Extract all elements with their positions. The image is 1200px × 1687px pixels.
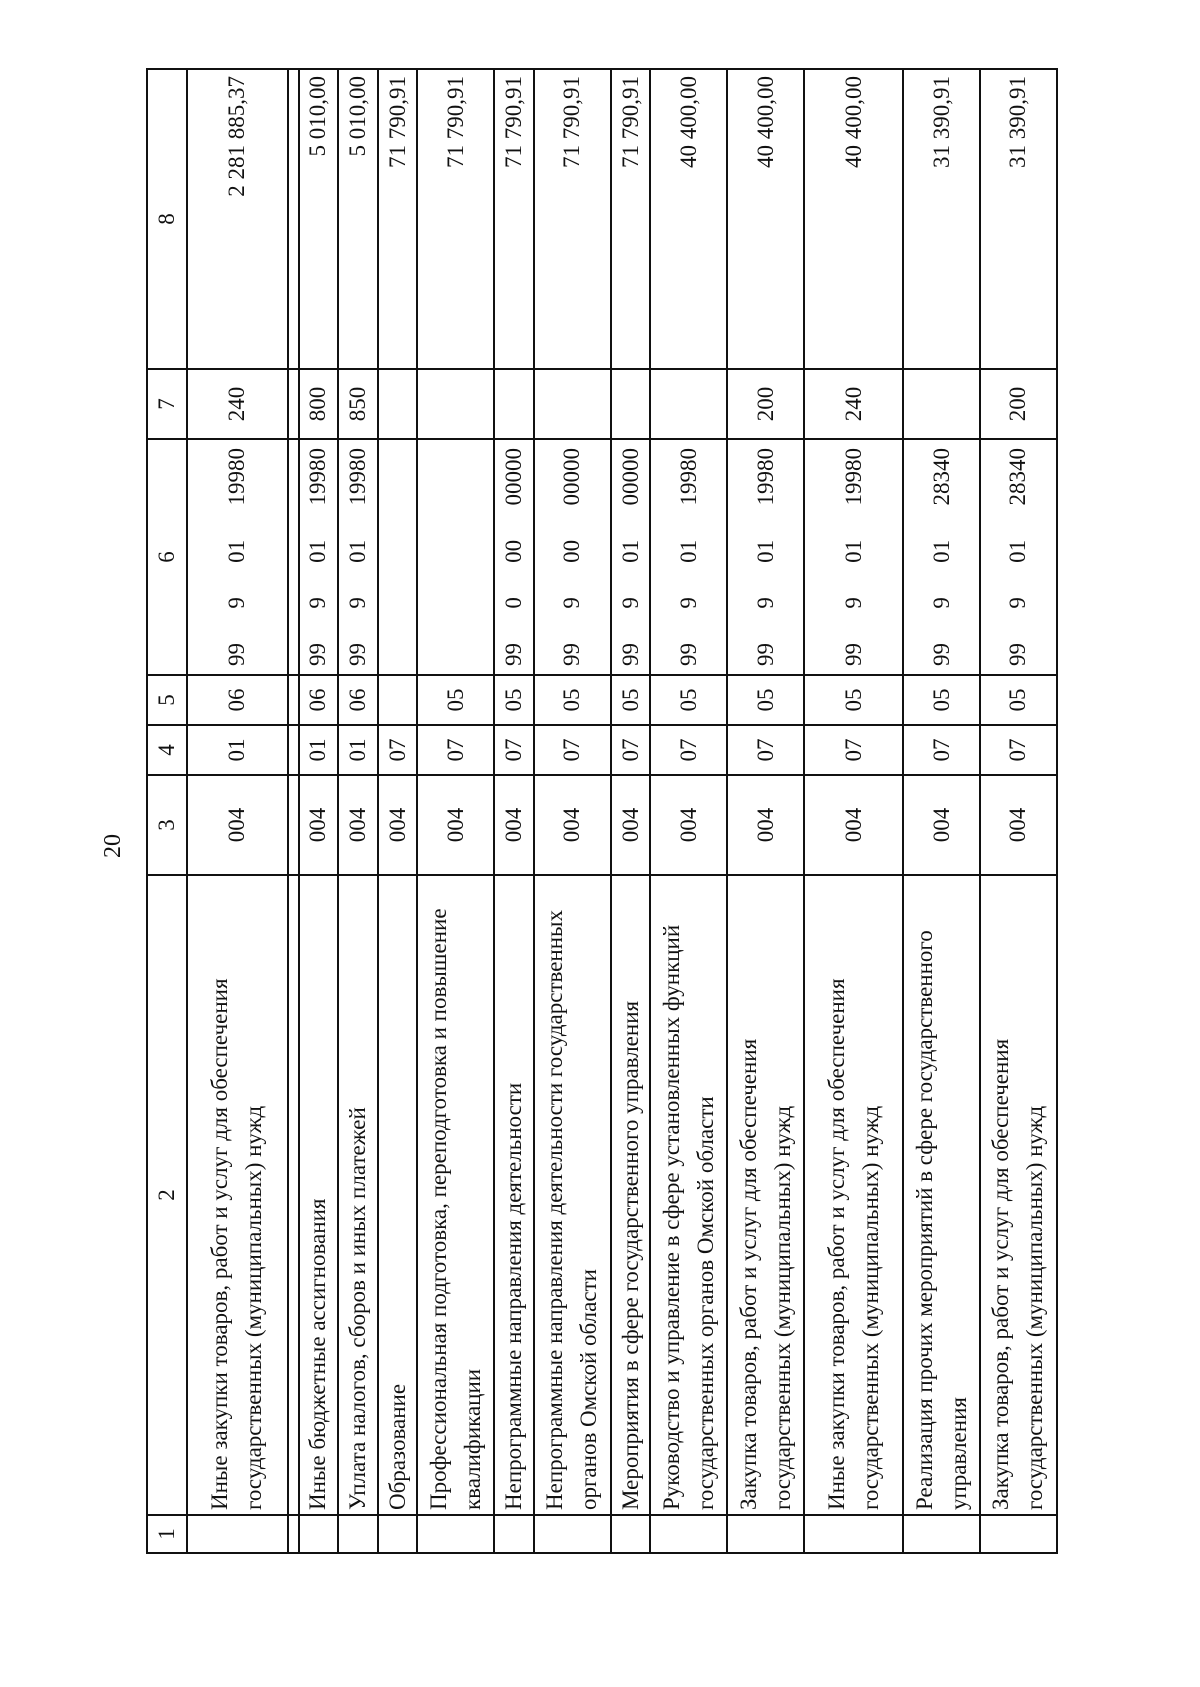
row-pr: 06 [299, 675, 339, 725]
col-header-4: 4 [147, 725, 187, 775]
table-row [417, 69, 494, 1553]
row-num-cell [903, 1515, 980, 1553]
csr-part-3: 01 [305, 539, 331, 563]
row-csr [534, 439, 611, 675]
row-pr: 05 [980, 675, 1057, 725]
row-name: Иные закупки товаров, работ и услуг для обеспечения государственных (муниципальных) нужд [187, 875, 288, 1515]
row-name: Профессиональная подготовка, переподготовка и повышение квалификации [417, 875, 494, 1515]
row-vr: 240 [804, 369, 903, 439]
row-vr [378, 369, 418, 439]
table-row [378, 69, 418, 1553]
row-sum: 71 790,91 [378, 69, 418, 369]
row-name: Иные закупки товаров, работ и услуг для обеспечения государственных (муниципальных) нужд [804, 875, 903, 1515]
csr-part-1: 99 [928, 643, 954, 666]
table-row [611, 69, 651, 1553]
csr-part-2: 9 [345, 597, 370, 609]
csr-part-1: 99 [345, 643, 370, 666]
row-csr [980, 439, 1057, 675]
row-pr: 05 [727, 675, 804, 725]
row-sum: 5 010,00 [299, 69, 339, 369]
row-num-cell [534, 1515, 611, 1553]
csr-part-1: 99 [305, 643, 331, 666]
row-name: Реализация прочих мероприятий в сфере государственного управления [903, 875, 980, 1515]
row-pr: 05 [494, 675, 534, 725]
csr-part-1: 99 [224, 643, 250, 666]
csr-part-3: 00 [501, 539, 527, 563]
table-row [727, 69, 804, 1553]
row-vr: 240 [187, 369, 288, 439]
csr-part-4: 00000 [501, 448, 527, 506]
csr-part-1: 99 [617, 643, 643, 666]
row-rz [288, 725, 299, 775]
row-grbs: 004 [494, 775, 534, 875]
row-rz: 07 [650, 725, 727, 775]
row-vr [417, 369, 494, 439]
row-pr: 05 [804, 675, 903, 725]
csr-part-4: 19980 [675, 448, 701, 506]
row-csr [299, 439, 339, 675]
row-pr: 05 [903, 675, 980, 725]
row-num-cell [288, 1515, 299, 1553]
row-csr [288, 439, 299, 675]
row-sum: 40 400,00 [650, 69, 727, 369]
row-csr [727, 439, 804, 675]
row-grbs: 004 [804, 775, 903, 875]
col-header-7: 7 [147, 369, 187, 439]
row-grbs: 004 [980, 775, 1057, 875]
table-row [903, 69, 980, 1553]
csr-part-2: 0 [501, 597, 527, 609]
csr-part-2: 9 [1005, 597, 1031, 609]
row-vr: 800 [299, 369, 339, 439]
table-row [650, 69, 727, 1553]
row-name: Непрограммные направления деятельности государственных органов Омской области [534, 875, 611, 1515]
row-csr [494, 439, 534, 675]
row-grbs: 004 [650, 775, 727, 875]
row-sum [288, 69, 299, 369]
row-grbs: 004 [378, 775, 418, 875]
row-vr [650, 369, 727, 439]
row-rz: 07 [980, 725, 1057, 775]
csr-part-4: 19980 [752, 448, 778, 506]
row-name: Уплата налогов, сборов и иных платежей [338, 875, 378, 1515]
row-grbs: 004 [338, 775, 378, 875]
row-num-cell [494, 1515, 534, 1553]
row-vr [903, 369, 980, 439]
row-vr: 200 [727, 369, 804, 439]
row-vr [494, 369, 534, 439]
col-header-5: 5 [147, 675, 187, 725]
row-rz: 07 [903, 725, 980, 775]
csr-part-3: 01 [840, 539, 866, 563]
table-row [980, 69, 1057, 1553]
row-sum: 71 790,91 [494, 69, 534, 369]
row-sum: 40 400,00 [727, 69, 804, 369]
csr-part-4: 19980 [345, 448, 370, 506]
col-header-6: 6 [147, 439, 187, 675]
row-num-cell [980, 1515, 1057, 1553]
row-num-cell [187, 1515, 288, 1553]
row-name: Непрограммные направления деятельности [494, 875, 534, 1515]
budget-table [146, 68, 1058, 1554]
csr-part-2: 9 [752, 597, 778, 609]
csr-part-1: 99 [840, 643, 866, 666]
csr-part-1: 99 [675, 643, 701, 666]
row-name: Руководство и управление в сфере установленных функций государственных органов Омской области [650, 875, 727, 1515]
row-rz: 01 [338, 725, 378, 775]
table-row [288, 69, 299, 1553]
csr-part-3: 01 [675, 539, 701, 563]
csr-part-4: 28340 [928, 448, 954, 506]
csr-part-2: 9 [224, 597, 250, 609]
row-num-cell [338, 1515, 378, 1553]
row-rz: 07 [494, 725, 534, 775]
row-sum: 71 790,91 [611, 69, 651, 369]
csr-part-1: 99 [559, 643, 585, 666]
row-vr [534, 369, 611, 439]
row-rz: 07 [611, 725, 651, 775]
csr-part-4: 19980 [840, 448, 866, 506]
row-name: Мероприятия в сфере государственного управления [611, 875, 651, 1515]
row-pr: 05 [534, 675, 611, 725]
row-sum: 31 390,91 [903, 69, 980, 369]
row-num-cell [378, 1515, 418, 1553]
row-sum: 71 790,91 [534, 69, 611, 369]
row-rz: 01 [187, 725, 288, 775]
csr-part-2: 9 [928, 597, 954, 609]
row-grbs: 004 [417, 775, 494, 875]
col-header-1: 1 [147, 1515, 187, 1553]
row-grbs: 004 [299, 775, 339, 875]
row-name: Закупка товаров, работ и услуг для обеспечения государственных (муниципальных) нужд [980, 875, 1057, 1515]
table-row [494, 69, 534, 1553]
row-rz: 01 [299, 725, 339, 775]
csr-part-1: 99 [501, 643, 527, 666]
csr-part-3: 01 [1005, 539, 1031, 563]
row-pr: 06 [338, 675, 378, 725]
header-row [147, 69, 187, 1553]
row-num-cell [727, 1515, 804, 1553]
row-pr: 05 [611, 675, 651, 725]
row-pr [378, 675, 418, 725]
row-vr: 850 [338, 369, 378, 439]
row-rz: 07 [727, 725, 804, 775]
row-csr [417, 439, 494, 675]
row-name [288, 875, 299, 1515]
row-sum: 2 281 885,37 [187, 69, 288, 369]
row-num-cell [417, 1515, 494, 1553]
csr-part-2: 9 [675, 597, 701, 609]
row-grbs: 004 [611, 775, 651, 875]
row-num-cell [804, 1515, 903, 1553]
row-num-cell [611, 1515, 651, 1553]
table-row [299, 69, 339, 1553]
row-grbs: 004 [903, 775, 980, 875]
csr-part-4: 00000 [559, 448, 585, 506]
row-pr [288, 675, 299, 725]
csr-part-3: 01 [617, 539, 643, 563]
row-grbs: 004 [534, 775, 611, 875]
row-rz: 07 [417, 725, 494, 775]
csr-part-3: 01 [224, 539, 250, 563]
col-header-8: 8 [147, 69, 187, 369]
row-name: Образование [378, 875, 418, 1515]
row-sum: 40 400,00 [804, 69, 903, 369]
row-csr [187, 439, 288, 675]
csr-part-3: 01 [928, 539, 954, 563]
row-grbs: 004 [187, 775, 288, 875]
row-csr [338, 439, 378, 675]
table-row [187, 69, 288, 1553]
row-vr [611, 369, 651, 439]
csr-part-4: 19980 [305, 448, 331, 506]
csr-part-3: 00 [559, 539, 585, 563]
row-vr: 200 [980, 369, 1057, 439]
csr-part-2: 9 [305, 597, 331, 609]
row-name: Закупка товаров, работ и услуг для обеспечения государственных (муниципальных) нужд [727, 875, 804, 1515]
row-num-cell [650, 1515, 727, 1553]
table-row [534, 69, 611, 1553]
csr-part-4: 19980 [224, 448, 250, 506]
table-row [338, 69, 378, 1553]
row-sum: 71 790,91 [417, 69, 494, 369]
page-number: 20 [100, 834, 126, 858]
row-pr: 05 [417, 675, 494, 725]
col-header-2: 2 [147, 875, 187, 1515]
row-vr [288, 369, 299, 439]
row-csr [378, 439, 418, 675]
csr-part-1: 99 [752, 643, 778, 666]
row-csr [650, 439, 727, 675]
row-csr [903, 439, 980, 675]
row-csr [804, 439, 903, 675]
row-rz: 07 [534, 725, 611, 775]
csr-part-1: 99 [1005, 643, 1031, 666]
csr-part-3: 01 [752, 539, 778, 563]
row-rz: 07 [378, 725, 418, 775]
row-rz: 07 [804, 725, 903, 775]
csr-part-2: 9 [840, 597, 866, 609]
table-row [804, 69, 903, 1553]
row-sum: 31 390,91 [980, 69, 1057, 369]
csr-part-4: 28340 [1005, 448, 1031, 506]
row-pr: 05 [650, 675, 727, 725]
row-csr [611, 439, 651, 675]
csr-part-2: 9 [559, 597, 585, 609]
csr-part-3: 01 [345, 539, 370, 563]
budget-table-rotated [146, 70, 1058, 1554]
csr-part-2: 9 [617, 597, 643, 609]
row-pr: 06 [187, 675, 288, 725]
row-num-cell [299, 1515, 339, 1553]
row-grbs [288, 775, 299, 875]
col-header-3: 3 [147, 775, 187, 875]
row-name: Иные бюджетные ассигнования [299, 875, 339, 1515]
csr-part-4: 00000 [617, 448, 643, 506]
row-grbs: 004 [727, 775, 804, 875]
row-sum: 5 010,00 [338, 69, 378, 369]
